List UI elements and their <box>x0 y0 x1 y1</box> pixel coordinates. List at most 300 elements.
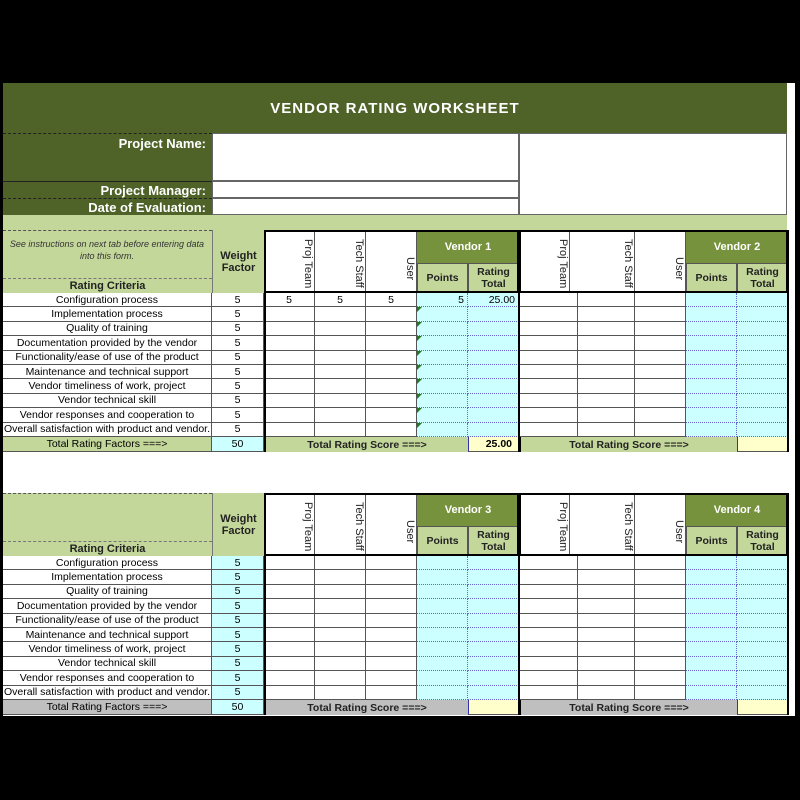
proj-team-score[interactable] <box>264 642 315 656</box>
points-value[interactable] <box>686 642 737 656</box>
proj-team-score[interactable] <box>264 628 315 642</box>
points-value[interactable] <box>417 642 468 656</box>
points-value[interactable] <box>417 379 468 393</box>
comment-marker-icon <box>417 379 422 384</box>
project-manager-label: Project Manager: <box>3 181 212 198</box>
proj-team-score[interactable] <box>264 423 315 437</box>
tech-staff-score[interactable] <box>578 599 635 613</box>
criterion-label: Implementation process <box>3 570 212 584</box>
user-score[interactable] <box>366 365 417 379</box>
tech-staff-score[interactable] <box>315 336 366 350</box>
rating-total-value <box>737 408 788 422</box>
user-score[interactable] <box>635 671 686 685</box>
points-value[interactable] <box>417 614 468 628</box>
user-score[interactable] <box>635 614 686 628</box>
rating-criteria-header: Rating Criteria <box>3 278 212 293</box>
rating-total-value <box>468 628 519 642</box>
weight-value[interactable]: 5 <box>212 570 264 584</box>
rating-total-value <box>468 408 519 422</box>
total-rating-score-value <box>468 700 519 715</box>
points-value[interactable] <box>417 628 468 642</box>
points-value[interactable] <box>686 322 737 336</box>
tech-staff-score[interactable] <box>315 614 366 628</box>
proj-team-score[interactable] <box>264 599 315 613</box>
tech-staff-score[interactable] <box>315 365 366 379</box>
weight-value[interactable]: 5 <box>212 642 264 656</box>
proj-team-score[interactable] <box>264 614 315 628</box>
points-value[interactable] <box>686 686 737 700</box>
points-header: Points <box>417 263 468 293</box>
proj-team-score[interactable] <box>264 379 315 393</box>
tech-staff-score[interactable] <box>578 408 635 422</box>
criterion-label: Quality of training <box>3 322 212 336</box>
user-score[interactable] <box>366 379 417 393</box>
user-score[interactable] <box>635 379 686 393</box>
tech-staff-score[interactable] <box>578 628 635 642</box>
user-score[interactable] <box>366 585 417 599</box>
rating-total-value <box>468 556 519 570</box>
proj-team-score[interactable] <box>519 599 578 613</box>
rating-total-value <box>737 642 788 656</box>
tech-staff-score[interactable] <box>315 657 366 671</box>
total-rating-factors-label: Total Rating Factors ===> <box>3 700 212 715</box>
vendor-header-frame <box>264 230 519 293</box>
rating-total-value <box>737 686 788 700</box>
criterion-label: Vendor responses and cooperation to <box>3 408 212 422</box>
points-value[interactable] <box>686 379 737 393</box>
rating-total-value <box>468 394 519 408</box>
table-divider <box>518 293 520 452</box>
points-value[interactable] <box>686 556 737 570</box>
comment-marker-icon <box>417 322 422 327</box>
proj-team-score[interactable] <box>264 556 315 570</box>
proj-team-score[interactable] <box>519 585 578 599</box>
weight-value[interactable]: 5 <box>212 307 264 321</box>
rating-total-value <box>737 628 788 642</box>
rating-total-value <box>737 671 788 685</box>
tech-staff-score[interactable] <box>578 570 635 584</box>
points-value[interactable] <box>686 336 737 350</box>
user-header: User <box>366 230 417 293</box>
points-value[interactable] <box>686 671 737 685</box>
user-score[interactable] <box>635 307 686 321</box>
rating-total-value: 25.00 <box>468 293 519 307</box>
proj-team-score[interactable] <box>264 657 315 671</box>
criterion-label: Overall satisfaction with product and vendor. <box>3 423 211 436</box>
points-header: Points <box>686 263 737 293</box>
points-value[interactable] <box>686 570 737 584</box>
weight-value[interactable]: 5 <box>212 408 264 422</box>
proj-team-score[interactable] <box>519 336 578 350</box>
criterion-label: Vendor technical skill <box>3 394 212 408</box>
user-score[interactable] <box>635 657 686 671</box>
tech-staff-score[interactable] <box>578 657 635 671</box>
vendor-name-header: Vendor 3 <box>417 493 519 526</box>
instructions-note: See instructions on next tab before entering data into this form. <box>9 239 205 261</box>
user-score[interactable] <box>635 628 686 642</box>
points-value[interactable] <box>686 585 737 599</box>
points-value[interactable] <box>417 570 468 584</box>
points-value[interactable] <box>686 628 737 642</box>
vendor-header-frame <box>519 230 788 293</box>
total-rating-score-value <box>737 437 788 452</box>
rating-total-value <box>737 351 788 365</box>
proj-team-score[interactable] <box>519 614 578 628</box>
tech-staff-score[interactable] <box>315 351 366 365</box>
proj-team-score[interactable] <box>264 585 315 599</box>
points-value[interactable] <box>417 307 468 321</box>
points-value[interactable]: 5 <box>417 293 468 307</box>
weight-factor-header: Weight Factor <box>212 230 264 293</box>
user-score[interactable] <box>366 307 417 321</box>
tech-staff-score[interactable] <box>578 322 635 336</box>
user-score[interactable] <box>635 408 686 422</box>
tech-staff-score[interactable] <box>578 642 635 656</box>
tech-staff-score[interactable] <box>315 671 366 685</box>
rating-total-value <box>468 599 519 613</box>
user-score[interactable] <box>635 365 686 379</box>
tech-staff-score[interactable] <box>315 642 366 656</box>
proj-team-score[interactable] <box>519 351 578 365</box>
comment-marker-icon <box>417 408 422 413</box>
vendor-header-frame <box>264 493 519 556</box>
user-score[interactable] <box>635 394 686 408</box>
tech-staff-score[interactable] <box>315 423 366 437</box>
rating-total-value <box>737 379 788 393</box>
rating-total-header: Rating Total <box>737 526 788 556</box>
criterion-label: Functionality/ease of use of the product <box>3 614 212 628</box>
proj-team-score[interactable] <box>519 307 578 321</box>
proj-team-score[interactable] <box>519 365 578 379</box>
rating-total-value <box>737 556 788 570</box>
rating-total-value <box>468 614 519 628</box>
tech-staff-score[interactable] <box>578 336 635 350</box>
tech-staff-score[interactable] <box>578 585 635 599</box>
proj-team-score[interactable] <box>519 379 578 393</box>
points-value[interactable] <box>686 307 737 321</box>
tech-staff-score[interactable] <box>578 379 635 393</box>
tech-staff-score[interactable] <box>315 570 366 584</box>
proj-team-score[interactable] <box>519 628 578 642</box>
tech-staff-header: Tech Staff <box>315 230 366 293</box>
criterion-label: Documentation provided by the vendor <box>3 336 212 350</box>
weight-value[interactable]: 5 <box>212 322 264 336</box>
user-score[interactable] <box>366 599 417 613</box>
weight-value[interactable]: 5 <box>212 379 264 393</box>
user-score[interactable] <box>366 322 417 336</box>
user-header: User <box>635 230 686 293</box>
user-score[interactable] <box>635 599 686 613</box>
rating-total-value <box>468 322 519 336</box>
comment-marker-icon <box>417 307 422 312</box>
proj-team-score[interactable] <box>519 686 578 700</box>
tech-staff-score[interactable] <box>315 322 366 336</box>
points-value[interactable] <box>417 585 468 599</box>
rating-total-value <box>737 614 788 628</box>
proj-team-header: Proj Team <box>519 493 570 556</box>
proj-team-score[interactable] <box>519 293 578 307</box>
proj-team-score[interactable]: 5 <box>264 293 315 307</box>
points-value[interactable] <box>417 336 468 350</box>
rating-total-value <box>737 599 788 613</box>
user-score[interactable] <box>366 351 417 365</box>
points-value[interactable] <box>686 423 737 437</box>
proj-team-score[interactable] <box>519 642 578 656</box>
rating-total-header: Rating Total <box>468 263 519 293</box>
points-value[interactable] <box>417 423 468 437</box>
tech-staff-score[interactable] <box>578 423 635 437</box>
user-score[interactable] <box>635 642 686 656</box>
criterion-label: Configuration process <box>3 556 212 570</box>
weight-value[interactable]: 5 <box>212 351 264 365</box>
rating-total-value <box>737 657 788 671</box>
vendor-name-header: Vendor 4 <box>686 493 788 526</box>
rating-total-value <box>737 293 788 307</box>
criterion-label: Functionality/ease of use of the product <box>3 351 212 365</box>
points-value[interactable] <box>417 322 468 336</box>
user-score[interactable] <box>635 351 686 365</box>
criterion-label: Configuration process <box>3 293 212 307</box>
criterion-label: Vendor technical skill <box>3 657 212 671</box>
weight-value[interactable]: 5 <box>212 657 264 671</box>
proj-team-header: Proj Team <box>264 493 315 556</box>
weight-value[interactable]: 5 <box>212 585 264 599</box>
user-score[interactable] <box>366 628 417 642</box>
points-value[interactable] <box>417 657 468 671</box>
user-score[interactable] <box>366 642 417 656</box>
comment-marker-icon <box>417 351 422 356</box>
table-divider <box>264 556 266 700</box>
rating-total-value <box>468 570 519 584</box>
user-score[interactable] <box>635 556 686 570</box>
proj-team-score[interactable] <box>264 408 315 422</box>
project-manager-field[interactable] <box>212 181 519 198</box>
proj-team-score[interactable] <box>264 365 315 379</box>
weight-value[interactable]: 5 <box>212 599 264 613</box>
proj-team-score[interactable] <box>519 657 578 671</box>
project-name-field[interactable] <box>212 133 519 181</box>
weight-value[interactable]: 5 <box>212 556 264 570</box>
weight-value[interactable]: 5 <box>212 628 264 642</box>
rating-total-value <box>468 336 519 350</box>
points-value[interactable] <box>686 657 737 671</box>
proj-team-score[interactable] <box>264 394 315 408</box>
criterion-label: Vendor responses and cooperation to <box>3 671 212 685</box>
tech-staff-score[interactable] <box>578 556 635 570</box>
points-value[interactable] <box>417 394 468 408</box>
weight-value[interactable]: 5 <box>212 671 264 685</box>
proj-team-score[interactable] <box>519 556 578 570</box>
separator-band <box>3 215 787 230</box>
points-value[interactable] <box>417 671 468 685</box>
project-notes-field[interactable] <box>519 133 787 215</box>
rating-total-value <box>737 336 788 350</box>
proj-team-header: Proj Team <box>264 230 315 293</box>
user-score[interactable] <box>366 671 417 685</box>
proj-team-score[interactable] <box>519 394 578 408</box>
rating-total-value <box>737 365 788 379</box>
tech-staff-score[interactable] <box>315 394 366 408</box>
weight-factor-header: Weight Factor <box>212 493 264 556</box>
tech-staff-score[interactable] <box>578 686 635 700</box>
table-divider <box>787 493 789 715</box>
rating-total-value <box>468 585 519 599</box>
proj-team-score[interactable] <box>519 671 578 685</box>
rating-total-value <box>468 686 519 700</box>
points-value[interactable] <box>417 556 468 570</box>
criterion-label: Vendor timeliness of work, project <box>3 379 212 393</box>
rating-total-value <box>737 423 788 437</box>
proj-team-score[interactable] <box>519 322 578 336</box>
criterion-label: Maintenance and technical support <box>3 628 212 642</box>
points-value[interactable] <box>686 394 737 408</box>
tech-staff-score[interactable] <box>315 585 366 599</box>
comment-marker-icon <box>417 394 422 399</box>
points-value[interactable] <box>686 408 737 422</box>
tech-staff-score[interactable] <box>578 351 635 365</box>
rating-total-value <box>468 379 519 393</box>
proj-team-header: Proj Team <box>519 230 570 293</box>
proj-team-score[interactable] <box>264 322 315 336</box>
user-score[interactable] <box>635 585 686 599</box>
user-score[interactable] <box>635 322 686 336</box>
user-score[interactable] <box>635 336 686 350</box>
weight-value[interactable]: 5 <box>212 686 264 700</box>
table-divider <box>518 556 520 715</box>
rating-total-value <box>737 585 788 599</box>
rating-total-value <box>468 657 519 671</box>
weight-value[interactable]: 5 <box>212 423 264 437</box>
proj-team-score[interactable] <box>264 351 315 365</box>
points-value[interactable] <box>686 351 737 365</box>
user-header: User <box>366 493 417 556</box>
weight-value[interactable]: 5 <box>212 336 264 350</box>
user-score[interactable] <box>366 423 417 437</box>
proj-team-score[interactable] <box>264 671 315 685</box>
points-value[interactable] <box>686 599 737 613</box>
tech-staff-header: Tech Staff <box>578 493 635 556</box>
total-rating-score-value <box>737 700 788 715</box>
comment-marker-icon <box>417 336 422 341</box>
rating-total-value <box>737 307 788 321</box>
worksheet-title: VENDOR RATING WORKSHEET <box>3 83 787 133</box>
rating-total-value <box>737 322 788 336</box>
tech-staff-score[interactable] <box>315 307 366 321</box>
total-rating-score-value: 25.00 <box>468 437 519 452</box>
vendor-name-header: Vendor 2 <box>686 230 788 263</box>
user-score[interactable] <box>635 423 686 437</box>
total-rating-score-label: Total Rating Score ===> <box>519 437 737 452</box>
points-value[interactable] <box>686 293 737 307</box>
tech-staff-score[interactable] <box>315 628 366 642</box>
proj-team-score[interactable] <box>264 570 315 584</box>
weight-value[interactable]: 5 <box>212 293 264 307</box>
criterion-label: Implementation process <box>3 307 212 321</box>
rating-total-value <box>468 423 519 437</box>
tech-staff-header: Tech Staff <box>578 230 635 293</box>
user-score[interactable] <box>366 408 417 422</box>
weight-value[interactable]: 5 <box>212 614 264 628</box>
total-rating-score-label: Total Rating Score ===> <box>264 700 468 715</box>
proj-team-score[interactable] <box>264 307 315 321</box>
tech-staff-score[interactable] <box>315 379 366 393</box>
table-divider <box>787 230 789 452</box>
points-header: Points <box>686 526 737 556</box>
tech-staff-score[interactable] <box>315 686 366 700</box>
tech-staff-header: Tech Staff <box>315 493 366 556</box>
weight-value[interactable]: 5 <box>212 394 264 408</box>
evaluation-date-label: Date of Evaluation: <box>3 198 212 215</box>
user-header: User <box>635 493 686 556</box>
points-value[interactable] <box>686 614 737 628</box>
tech-staff-score[interactable] <box>315 556 366 570</box>
points-value[interactable] <box>686 365 737 379</box>
project-name-label: Project Name: <box>3 133 212 181</box>
user-score[interactable] <box>366 556 417 570</box>
comment-marker-icon <box>417 365 422 370</box>
proj-team-score[interactable] <box>264 686 315 700</box>
rating-total-value <box>468 365 519 379</box>
user-score[interactable] <box>366 657 417 671</box>
comment-marker-icon <box>417 423 422 428</box>
points-value[interactable] <box>417 686 468 700</box>
proj-team-score[interactable] <box>519 570 578 584</box>
user-score[interactable] <box>635 686 686 700</box>
points-value[interactable] <box>417 351 468 365</box>
proj-team-score[interactable] <box>519 408 578 422</box>
user-score[interactable]: 5 <box>366 293 417 307</box>
user-score[interactable] <box>366 570 417 584</box>
tech-staff-score[interactable] <box>578 394 635 408</box>
rating-total-value <box>737 394 788 408</box>
tech-staff-score[interactable] <box>578 307 635 321</box>
criterion-label: Documentation provided by the vendor <box>3 599 212 613</box>
criterion-label: Overall satisfaction with product and vendor. <box>3 686 211 699</box>
rating-total-value <box>468 351 519 365</box>
tech-staff-score[interactable] <box>578 614 635 628</box>
table-divider <box>264 293 266 437</box>
tech-staff-score[interactable] <box>578 365 635 379</box>
evaluation-date-field[interactable] <box>212 198 519 215</box>
rating-total-header: Rating Total <box>468 526 519 556</box>
user-score[interactable] <box>366 686 417 700</box>
vendor-name-header: Vendor 1 <box>417 230 519 263</box>
total-rating-score-label: Total Rating Score ===> <box>519 700 737 715</box>
weight-value[interactable]: 5 <box>212 365 264 379</box>
user-score[interactable] <box>635 293 686 307</box>
rating-total-value <box>468 642 519 656</box>
points-header: Points <box>417 526 468 556</box>
tech-staff-score[interactable] <box>315 408 366 422</box>
vendor-header-frame <box>519 493 788 556</box>
proj-team-score[interactable] <box>519 423 578 437</box>
user-score[interactable] <box>635 570 686 584</box>
user-score[interactable] <box>366 614 417 628</box>
total-rating-factors-value: 50 <box>212 437 264 452</box>
tech-staff-score[interactable] <box>578 293 635 307</box>
tech-staff-score[interactable]: 5 <box>315 293 366 307</box>
tech-staff-score[interactable] <box>315 599 366 613</box>
user-score[interactable] <box>366 336 417 350</box>
points-value[interactable] <box>417 365 468 379</box>
proj-team-score[interactable] <box>264 336 315 350</box>
criterion-label: Quality of training <box>3 585 212 599</box>
criterion-label: Maintenance and technical support <box>3 365 212 379</box>
points-value[interactable] <box>417 408 468 422</box>
tech-staff-score[interactable] <box>578 671 635 685</box>
points-value[interactable] <box>417 599 468 613</box>
user-score[interactable] <box>366 394 417 408</box>
